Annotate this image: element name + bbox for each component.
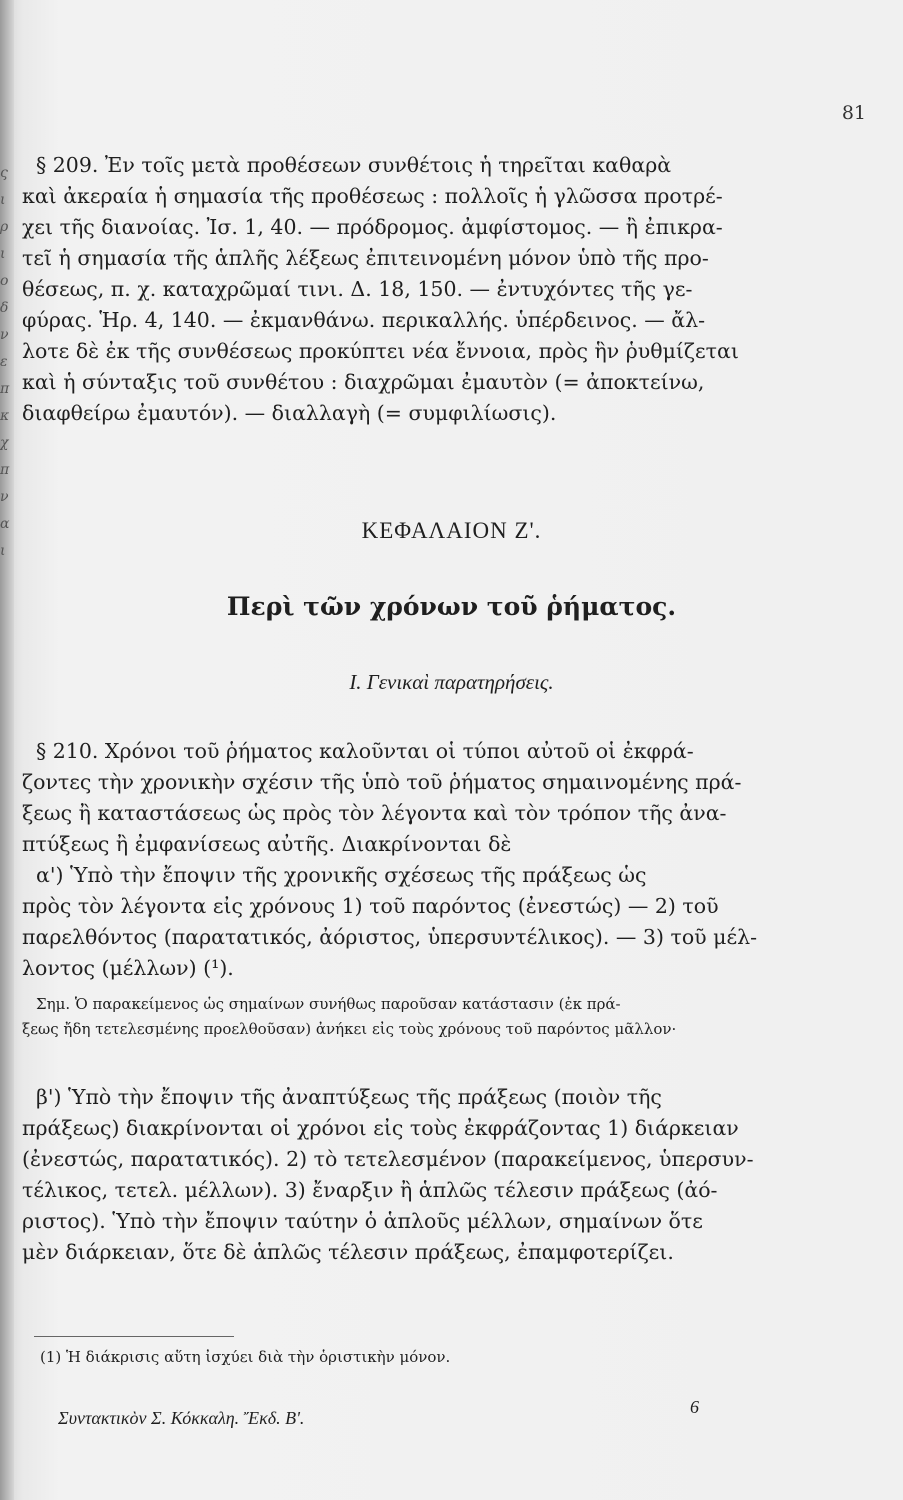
bleed-char: ι bbox=[0, 543, 6, 559]
chapter-heading: ΚΕΦΑΛΑΙΟΝ Ζ'. bbox=[361, 518, 542, 543]
text-line: ριστος). Ὑπὸ τὴν ἔποψιν ταύτην ὁ ἁπλοῦς μέλλων, σημαίνων ὅτε bbox=[22, 1209, 703, 1233]
paragraph-210-beta bbox=[22, 1082, 762, 1268]
text-line: λοτε δὲ ἐκ τῆς συνθέσεως προκύπτει νέα ἔννοια, πρὸς ἣν ῥυθμίζεται bbox=[22, 339, 739, 363]
text-line: θέσεως, π. χ. καταχρῶμαί τινι. Δ. 18, 150. — ἐντυχόντες τῆς γε- bbox=[22, 277, 693, 301]
text-line: λοντος (μέλλων) (¹). bbox=[22, 956, 234, 980]
text-line: τεῖ ἡ σημασία τῆς ἁπλῆς λέξεως ἐπιτεινομένη μόνον ὑπὸ τῆς προ- bbox=[22, 246, 709, 270]
note-line: ξεως ἤδη τετελεσμένης προελθοῦσαν) ἀνήκει εἰς τοὺς χρόνους τοῦ παρόντος μᾶλλον· bbox=[22, 1020, 677, 1038]
bleed-char: κ bbox=[0, 408, 10, 424]
bleed-char: ο bbox=[0, 273, 9, 289]
text-line: πτύξεως ἢ ἐμφανίσεως αὐτῆς. Διακρίνονται δὲ bbox=[22, 832, 512, 856]
footer-signature-number: 6 bbox=[690, 1397, 699, 1417]
text-line: (ἐνεστώς, παρατατικός). 2) τὸ τετελεσμένον (παρακείμενος, ὑπερσυν- bbox=[22, 1147, 754, 1171]
bleed-char: π bbox=[0, 381, 10, 397]
section-heading: Περὶ τῶν χρόνων τοῦ ῥήματος. bbox=[226, 592, 677, 621]
text-line: χει τῆς διανοίας. Ἰσ. 1, 40. — πρόδρομος. ἀμφίστομος. — ἢ ἐπικρα- bbox=[22, 215, 723, 239]
bleed-char: δ bbox=[0, 300, 9, 316]
text-line: πρὸς τὸν λέγοντα εἰς χρόνους 1) τοῦ παρόντος (ἐνεστώς) — 2) τοῦ bbox=[22, 894, 719, 918]
bleed-char: α bbox=[0, 516, 10, 532]
bleed-char: ρ bbox=[0, 219, 9, 235]
bleed-char: ι bbox=[0, 192, 6, 208]
text-line: β') Ὑπὸ τὴν ἔποψιν τῆς ἀναπτύξεως τῆς πράξεως (ποιὸν τῆς bbox=[36, 1085, 662, 1109]
bleed-char: ι bbox=[0, 246, 6, 262]
text-line: α') Ὑπὸ τὴν ἔποψιν τῆς χρονικῆς σχέσεως τῆς πράξεως ὡς bbox=[36, 863, 647, 887]
paragraph-210 bbox=[22, 736, 762, 984]
footnote: (1) Ἡ διάκρισις αὕτη ἰσχύει διὰ τὴν ὁριστικὴν μόνον. bbox=[40, 1348, 451, 1366]
bleed-char: ς bbox=[0, 165, 8, 181]
remark-note bbox=[22, 992, 782, 1042]
text-line: καὶ ἡ σύνταξις τοῦ συνθέτου : διαχρῶμαι ἐμαυτὸν (= ἀποκτείνω, bbox=[22, 370, 705, 394]
bleed-char: π bbox=[0, 462, 10, 478]
text-line: πράξεως) διακρίνονται οἱ χρόνοι εἰς τοὺς ἐκφράζοντας 1) διάρκειαν bbox=[22, 1116, 739, 1140]
paragraph-209 bbox=[22, 150, 762, 429]
text-line: § 209. Ἐν τοῖς μετὰ προθέσεων συνθέτοις ἡ τηρεῖται καθαρὰ bbox=[36, 153, 672, 177]
text-line: ζοντες τὴν χρονικὴν σχέσιν τῆς ὑπὸ τοῦ ῥήματος σημαινομένης πρά- bbox=[22, 770, 742, 794]
bleed-char: ε bbox=[0, 354, 8, 370]
text-line: τέλικος, τετελ. μέλλων). 3) ἔναρξιν ἢ ἁπλῶς τέλεσιν πράξεως (ἀό- bbox=[22, 1178, 718, 1202]
bleed-char: χ bbox=[0, 435, 9, 451]
bleed-char: ν bbox=[0, 489, 9, 505]
text-line: μὲν διάρκειαν, ὅτε δὲ ἁπλῶς τέλεσιν πράξεως, ἐπαμφοτερίζει. bbox=[22, 1240, 674, 1264]
text-line: § 210. Χρόνοι τοῦ ῥήματος καλοῦνται οἱ τύποι αὐτοῦ οἱ ἐκφρά- bbox=[36, 739, 694, 763]
note-line: Σημ. Ὁ παρακείμενος ὡς σημαίνων συνήθως παροῦσαν κατάστασιν (ἐκ πρά- bbox=[36, 995, 621, 1013]
subsection-heading: I. Γενικαὶ παρατηρήσεις. bbox=[349, 670, 554, 694]
text-line: φύρας. Ἡρ. 4, 140. — ἐκμανθάνω. περικαλλής. ὑπέρδεινος. — ἄλ- bbox=[22, 308, 706, 332]
text-line: διαφθείρω ἐμαυτόν). — διαλλαγὴ (= συμφιλίωσις). bbox=[22, 401, 557, 425]
page-number: 81 bbox=[841, 102, 866, 124]
text-line: ξεως ἢ καταστάσεως ὡς πρὸς τὸν λέγοντα καὶ τὸν τρόπον τῆς ἀνα- bbox=[22, 801, 727, 825]
footnote-rule bbox=[34, 1336, 234, 1337]
text-line: παρελθόντος (παρατατικός, ἀόριστος, ὑπερσυντέλικος). — 3) τοῦ μέλ- bbox=[22, 925, 757, 949]
margin-bleed-through bbox=[0, 160, 22, 565]
text-line: καὶ ἀκεραία ἡ σημασία τῆς προθέσεως : πολλοῖς ἡ γλῶσσα προτρέ- bbox=[22, 184, 723, 208]
footer-signature: Συντακτικὸν Σ. Κόκκαλη. Ἔκδ. Β'. bbox=[58, 1408, 305, 1428]
bleed-char: ν bbox=[0, 327, 9, 343]
